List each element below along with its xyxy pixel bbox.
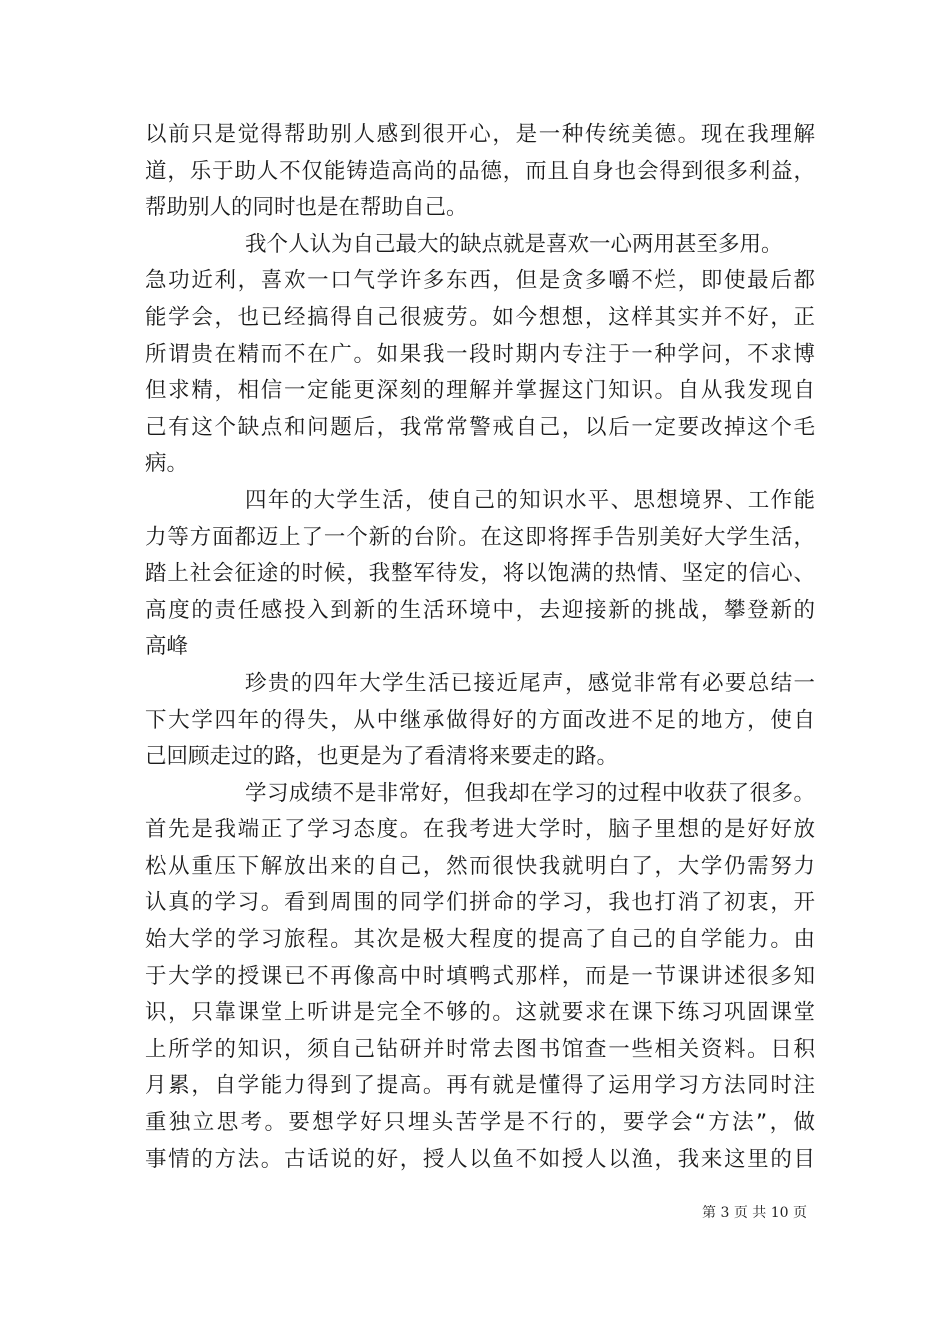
text-line: 始大学的学习旅程。其次是极大程度的提高了自己的自学能力。由 [145, 927, 815, 953]
text-line: 重独立思考。要想学好只埋头苦学是不行的，要学会“方法”，做 [145, 1110, 815, 1136]
text-line: 事情的方法。古话说的好，授人以鱼不如授人以渔，我来这里的目 [145, 1146, 815, 1172]
text-line: 首先是我端正了学习态度。在我考进大学时，脑子里想的是好好放 [145, 817, 815, 843]
text-line: 己回顾走过的路，也更是为了看清将来要走的路。 [145, 744, 619, 770]
text-line: 下大学四年的得失，从中继承做得好的方面改进不足的地方，使自 [145, 707, 815, 733]
text-line: 识，只靠课堂上听讲是完全不够的。这就要求在课下练习巩固课堂 [145, 1000, 815, 1026]
text-line: 我个人认为自己最大的缺点就是喜欢一心两用甚至多用。 [245, 231, 783, 257]
text-line: 力等方面都迈上了一个新的台阶。在这即将挥手告别美好大学生活， [145, 524, 815, 550]
text-line: 学习成绩不是非常好，但我却在学习的过程中收获了很多。 [245, 780, 815, 806]
text-line: 道，乐于助人不仅能铸造高尚的品德，而且自身也会得到很多利益， [145, 158, 815, 184]
text-line: 于大学的授课已不再像高中时填鸭式那样，而是一节课讲述很多知 [145, 963, 815, 989]
text-line: 以前只是觉得帮助别人感到很开心，是一种传统美德。现在我理解 [145, 122, 815, 147]
page-number: 第 3 页 共 10 页 [702, 1205, 807, 1221]
text-line: 四年的大学生活，使自己的知识水平、思想境界、工作能 [245, 487, 815, 513]
text-line: 急功近利，喜欢一口气学许多东西，但是贪多嚼不烂，即使最后都 [145, 268, 815, 294]
text-line: 踏上社会征途的时候，我整军待发，将以饱满的热情、坚定的信心、 [145, 561, 815, 587]
text-line: 但求精，相信一定能更深刻的理解并掌握这门知识。自从我发现自 [145, 378, 815, 404]
text-line: 高度的责任感投入到新的生活环境中，去迎接新的挑战，攀登新的 [145, 597, 815, 623]
text-line: 认真的学习。看到周围的同学们拼命的学习，我也打消了初衷，开 [145, 890, 815, 916]
text-line: 所谓贵在精而不在广。如果我一段时期内专注于一种学问，不求博 [145, 341, 815, 367]
text-line: 帮助别人的同时也是在帮助自己。 [145, 195, 468, 221]
text-line: 松从重压下解放出来的自己，然而很快我就明白了，大学仍需努力 [145, 853, 815, 879]
text-line: 能学会，也已经搞得自己很疲劳。如今想想，这样其实并不好，正 [145, 304, 815, 330]
text-line: 高峰 [145, 634, 189, 660]
text-line: 月累，自学能力得到了提高。再有就是懂得了运用学习方法同时注 [145, 1073, 815, 1099]
text-line: 病。 [145, 451, 189, 477]
text-line: 珍贵的四年大学生活已接近尾声，感觉非常有必要总结一 [245, 670, 815, 696]
document-body [145, 117, 815, 1178]
text-line: 己有这个缺点和问题后，我常常警戒自己，以后一定要改掉这个毛 [145, 414, 815, 440]
text-line: 上所学的知识，须自己钻研并时常去图书馆查一些相关资料。日积 [145, 1036, 815, 1062]
